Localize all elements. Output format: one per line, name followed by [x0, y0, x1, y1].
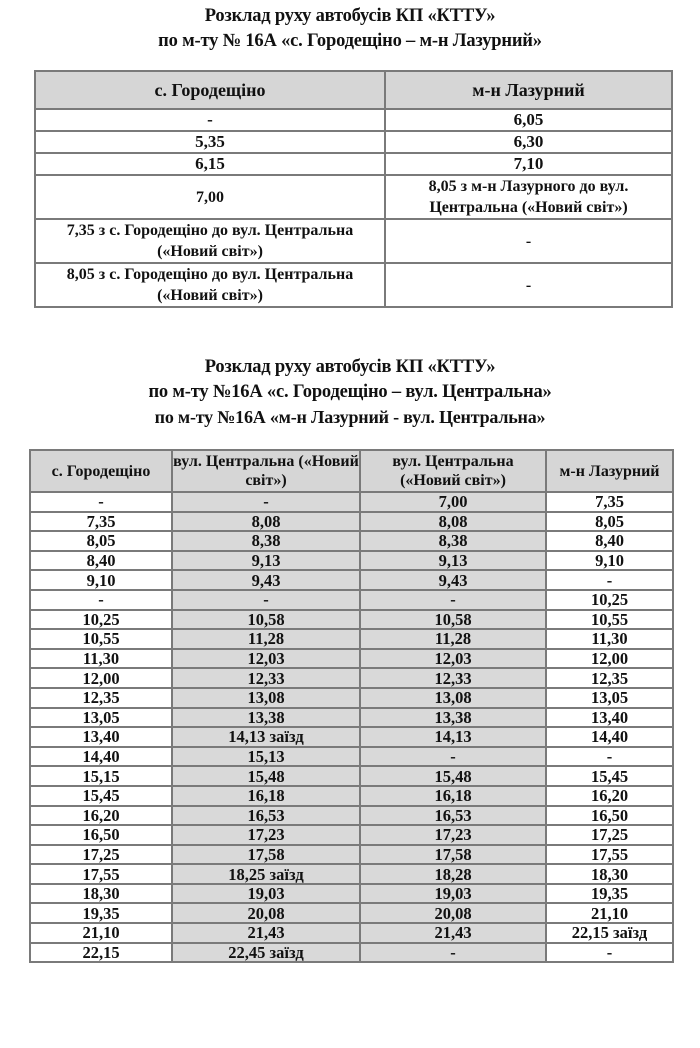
- table-cell: 18,30: [30, 884, 172, 904]
- table-cell: 15,48: [360, 766, 546, 786]
- table-cell: 15,48: [172, 766, 360, 786]
- table-cell: 13,08: [172, 688, 360, 708]
- table-cell: 9,43: [360, 570, 546, 590]
- table-cell: 11,28: [360, 629, 546, 649]
- table-cell: 7,35 з с. Городещіно до вул. Центральна («Новий світ»): [35, 219, 385, 263]
- table-cell: 7,10: [385, 153, 672, 175]
- table-cell: 10,58: [172, 610, 360, 630]
- table-cell: 9,43: [172, 570, 360, 590]
- table-cell: 13,40: [546, 708, 673, 728]
- schedule2-title-line: Розклад руху автобусів КП «КТТУ»: [204, 357, 496, 377]
- table-cell: 11,30: [30, 649, 172, 669]
- table-cell: 17,23: [360, 825, 546, 845]
- table-cell: 17,58: [360, 845, 546, 865]
- table-cell: 10,55: [546, 610, 673, 630]
- table-cell: 15,15: [30, 766, 172, 786]
- table-cell: 15,45: [546, 766, 673, 786]
- table-row: [30, 629, 673, 649]
- table-cell: -: [546, 570, 673, 590]
- table-cell: 9,10: [30, 570, 172, 590]
- table-cell: 19,03: [360, 884, 546, 904]
- table-cell: 11,28: [172, 629, 360, 649]
- schedule1-table: [34, 70, 673, 308]
- table-cell: 13,40: [30, 727, 172, 747]
- table-cell: -: [30, 590, 172, 610]
- table-cell: 10,58: [360, 610, 546, 630]
- table-cell: 8,05 з м-н Лазурного до вул. Центральна («Новий світ»): [385, 175, 672, 219]
- table-row: [30, 806, 673, 826]
- table-row: [30, 590, 673, 610]
- schedule2-title-line: по м-ту №16А «с. Городещіно – вул. Центральна»: [148, 382, 552, 402]
- table-cell: 7,35: [30, 512, 172, 532]
- table-cell: 7,35: [546, 492, 673, 512]
- table-row: [30, 531, 673, 551]
- schedule1-title-line: Розклад руху автобусів КП «КТТУ»: [204, 6, 496, 26]
- table-row: [30, 668, 673, 688]
- table-cell: 8,40: [546, 531, 673, 551]
- table-cell: 13,38: [360, 708, 546, 728]
- column-header: вул. Центральна («Новий світ»): [172, 450, 360, 492]
- table-row: [30, 708, 673, 728]
- table-row: [35, 219, 672, 263]
- schedule2-title: [0, 355, 700, 430]
- table-cell: 10,55: [30, 629, 172, 649]
- table-row: [35, 153, 672, 175]
- table-cell: 16,20: [30, 806, 172, 826]
- table-cell: 8,38: [360, 531, 546, 551]
- table-cell: 14,40: [30, 747, 172, 767]
- table-row: [30, 649, 673, 669]
- table-cell: 16,20: [546, 786, 673, 806]
- table-row: [30, 610, 673, 630]
- table-cell: 17,25: [546, 825, 673, 845]
- table-row: [30, 570, 673, 590]
- table-cell: 22,15 заїзд: [546, 923, 673, 943]
- table-cell: 19,03: [172, 884, 360, 904]
- table-cell: 21,10: [546, 903, 673, 923]
- table-cell: 6,30: [385, 131, 672, 153]
- table-cell: 13,38: [172, 708, 360, 728]
- table-cell: 10,25: [30, 610, 172, 630]
- schedule2-table: [29, 449, 674, 963]
- table-cell: -: [546, 943, 673, 963]
- table-cell: 20,08: [172, 903, 360, 923]
- table-cell: 19,35: [30, 903, 172, 923]
- table-cell: 9,13: [360, 551, 546, 571]
- table-cell: 22,45 заїзд: [172, 943, 360, 963]
- table-cell: 5,35: [35, 131, 385, 153]
- table-cell: 7,00: [360, 492, 546, 512]
- table-cell: 18,30: [546, 864, 673, 884]
- table-cell: 13,08: [360, 688, 546, 708]
- table-cell: 18,28: [360, 864, 546, 884]
- column-header: с. Городещіно: [35, 71, 385, 109]
- table-cell: 16,53: [172, 806, 360, 826]
- schedule1-body: [35, 109, 672, 307]
- table-row: [30, 747, 673, 767]
- table-cell: -: [172, 492, 360, 512]
- table-row: [30, 903, 673, 923]
- table-cell: 11,30: [546, 629, 673, 649]
- table-row: [35, 109, 672, 131]
- table-cell: 17,55: [30, 864, 172, 884]
- schedule2-body: [30, 492, 673, 962]
- table-header-row: [35, 71, 672, 109]
- table-cell: -: [172, 590, 360, 610]
- schedule1-title: [0, 4, 700, 54]
- table-cell: 17,58: [172, 845, 360, 865]
- table-cell: 13,05: [30, 708, 172, 728]
- table-cell: 14,13: [360, 727, 546, 747]
- table-cell: 8,40: [30, 551, 172, 571]
- table-cell: 14,40: [546, 727, 673, 747]
- table-row: [30, 884, 673, 904]
- table-cell: -: [360, 747, 546, 767]
- table-cell: 12,00: [546, 649, 673, 669]
- table-cell: 21,43: [360, 923, 546, 943]
- schedule1-title-line: по м-ту № 16А «с. Городещіно – м-н Лазурний»: [158, 31, 542, 51]
- table-cell: 20,08: [360, 903, 546, 923]
- table-cell: 12,03: [172, 649, 360, 669]
- table-row: [35, 175, 672, 219]
- table-cell: 8,05 з с. Городещіно до вул. Центральна («Новий світ»): [35, 263, 385, 307]
- table-cell: 15,45: [30, 786, 172, 806]
- table-cell: 8,05: [546, 512, 673, 532]
- table-cell: 18,25 заїзд: [172, 864, 360, 884]
- table-row: [30, 845, 673, 865]
- column-header: м-н Лазурний: [546, 450, 673, 492]
- table-cell: -: [35, 109, 385, 131]
- schedule2-title-line: по м-ту №16А «м-н Лазурний - вул. Центральна»: [154, 407, 546, 427]
- table-cell: 22,15: [30, 943, 172, 963]
- table-cell: 17,25: [30, 845, 172, 865]
- table-row: [30, 943, 673, 963]
- table-cell: 21,10: [30, 923, 172, 943]
- table-cell: 6,05: [385, 109, 672, 131]
- table-cell: 7,00: [35, 175, 385, 219]
- table-cell: -: [360, 943, 546, 963]
- table-cell: 16,53: [360, 806, 546, 826]
- table-cell: 8,08: [360, 512, 546, 532]
- table-cell: 12,33: [172, 668, 360, 688]
- table-cell: 12,35: [546, 668, 673, 688]
- table-cell: 13,05: [546, 688, 673, 708]
- column-header: вул. Центральна («Новий світ»): [360, 450, 546, 492]
- table-cell: 16,50: [30, 825, 172, 845]
- table-cell: 6,15: [35, 153, 385, 175]
- table-row: [30, 551, 673, 571]
- table-cell: 9,10: [546, 551, 673, 571]
- table-cell: 9,13: [172, 551, 360, 571]
- table-cell: 8,08: [172, 512, 360, 532]
- table-row: [30, 786, 673, 806]
- table-cell: 8,38: [172, 531, 360, 551]
- table-cell: 16,50: [546, 806, 673, 826]
- table-cell: 12,33: [360, 668, 546, 688]
- table-row: [35, 131, 672, 153]
- table-cell: 17,23: [172, 825, 360, 845]
- table-row: [35, 263, 672, 307]
- table-header-row: [30, 450, 673, 492]
- table-cell: 17,55: [546, 845, 673, 865]
- table-row: [30, 492, 673, 512]
- table-cell: -: [546, 747, 673, 767]
- table-row: [30, 825, 673, 845]
- table-cell: -: [30, 492, 172, 512]
- column-header: м-н Лазурний: [385, 71, 672, 109]
- table-cell: 8,05: [30, 531, 172, 551]
- table-row: [30, 512, 673, 532]
- table-cell: -: [360, 590, 546, 610]
- table-cell: 16,18: [360, 786, 546, 806]
- table-cell: 21,43: [172, 923, 360, 943]
- table-cell: 19,35: [546, 884, 673, 904]
- table-cell: 12,35: [30, 688, 172, 708]
- table-row: [30, 864, 673, 884]
- table-cell: 12,00: [30, 668, 172, 688]
- table-row: [30, 766, 673, 786]
- table-cell: 10,25: [546, 590, 673, 610]
- table-row: [30, 727, 673, 747]
- table-row: [30, 688, 673, 708]
- table-cell: 16,18: [172, 786, 360, 806]
- table-cell: -: [385, 263, 672, 307]
- table-row: [30, 923, 673, 943]
- table-cell: -: [385, 219, 672, 263]
- column-header: с. Городещіно: [30, 450, 172, 492]
- table-cell: 15,13: [172, 747, 360, 767]
- table-cell: 12,03: [360, 649, 546, 669]
- table-cell: 14,13 заїзд: [172, 727, 360, 747]
